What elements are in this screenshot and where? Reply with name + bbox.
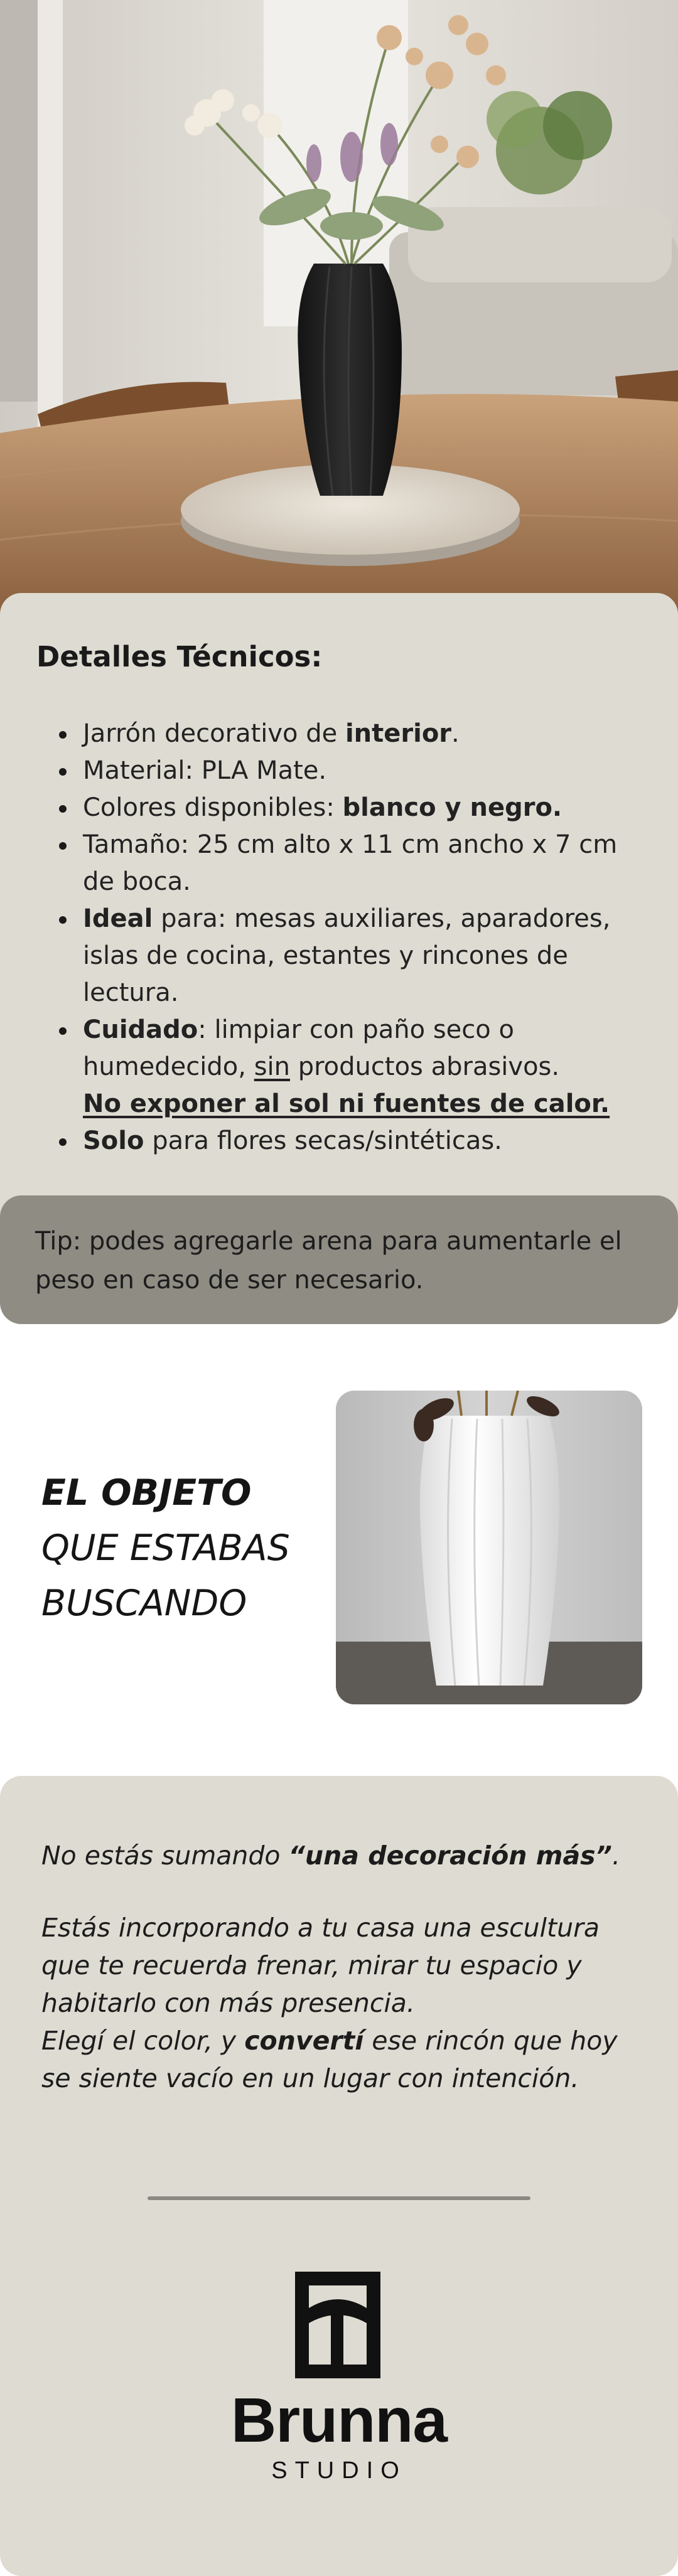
quote-paragraph-2: Estás incorporando a tu casa una escultura que te recuerda frenar, mirar tu espacio y habitarlo con más presencia. bbox=[41, 1913, 600, 2018]
quote-card bbox=[0, 1776, 678, 2576]
divider bbox=[148, 2196, 530, 2200]
brand-subtitle: STUDIO bbox=[271, 2457, 407, 2484]
list-item: Ideal para: mesas auxiliares, aparadores, islas de cocina, estantes y rincones de lectura. bbox=[38, 901, 640, 1012]
quote-paragraph-3: Elegí el color, y convertí ese rincón que hoy se siente vacío en un lugar con intención. bbox=[41, 2026, 618, 2093]
quote-paragraph-1: No estás sumando “una decoración más”. bbox=[41, 1841, 620, 1871]
list-item: Cuidado: limpiar con paño seco o humedecido, sin productos abrasivos. No exponer al sol ni fuentes de calor. bbox=[38, 1012, 640, 1123]
list-item: Tamaño: 25 cm alto x 11 cm ancho x 7 cm de boca. bbox=[38, 826, 640, 901]
care-warning: No exponer al sol ni fuentes de calor. bbox=[83, 1089, 610, 1118]
object-heading bbox=[41, 1465, 290, 1631]
brunna-logo-icon bbox=[295, 2272, 380, 2381]
list-item: Solo para flores secas/sintéticas. bbox=[38, 1123, 640, 1160]
details-list bbox=[38, 715, 640, 1160]
details-title: Detalles Técnicos: bbox=[36, 640, 323, 673]
list-item: Jarrón decorativo de interior. bbox=[38, 715, 640, 752]
tip-box bbox=[0, 1195, 678, 1324]
brand-name: Brunna bbox=[231, 2385, 447, 2456]
object-heading-line1: EL OBJETO bbox=[41, 1472, 252, 1514]
tip-text: Tip: podes agregarle arena para aumentarle el peso en caso de ser necesario. bbox=[35, 1227, 622, 1295]
hero-product-photo bbox=[0, 0, 678, 615]
list-item: Material: PLA Mate. bbox=[38, 752, 640, 789]
object-heading-line2: QUE ESTABAS bbox=[41, 1527, 290, 1569]
technical-details-card bbox=[0, 593, 678, 1324]
object-heading-line3: BUSCANDO bbox=[41, 1583, 247, 1624]
list-item: Colores disponibles: blanco y negro. bbox=[38, 789, 640, 826]
white-vase-photo bbox=[336, 1391, 642, 1704]
